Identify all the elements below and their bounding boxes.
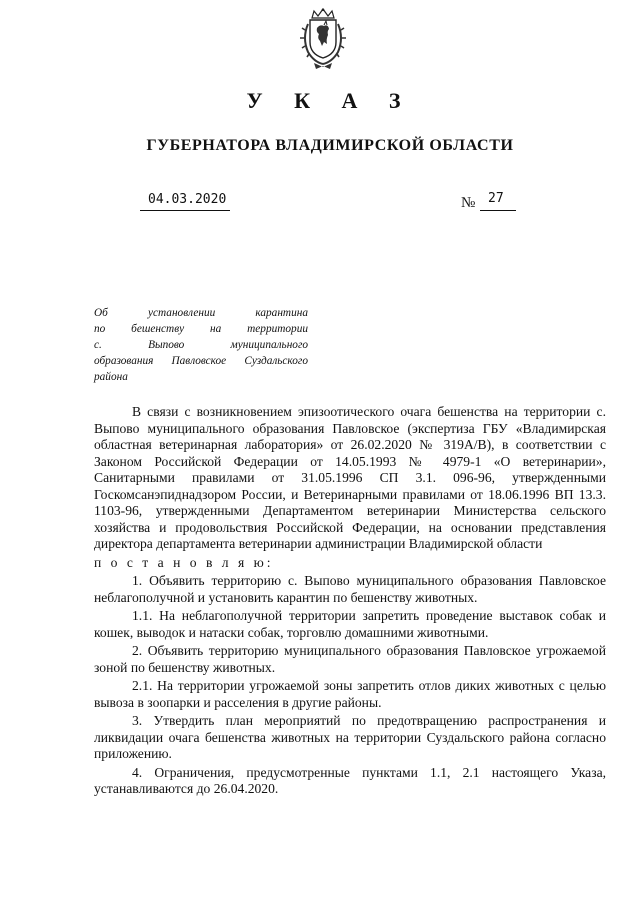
- resolve-line: п о с т а н о в л я ю:: [94, 554, 274, 570]
- decree-item: 2.1. На территории угрожаемой зоны запретить отлов диких животных с целью вывоза в зоопарки и расселения в другие районы.: [94, 678, 606, 710]
- number-underline: [480, 210, 516, 211]
- decree-item: 3. Утвердить план мероприятий по предотвращению распространения и ликвидации очага бешенства животных на территории Суздальского района согласно приложению.: [94, 713, 606, 761]
- document-date: 04.03.2020: [148, 192, 227, 207]
- subject-line: с. Выпово муниципального: [94, 339, 308, 351]
- preamble-paragraph: В связи с возникновением эпизоотического очага бешенства на территории с. Выпово муниципального образования Павловское (экспертиза ГБУ «Владимирская областная ветеринарная лаборатория» от 26.02.2020 № 319А/В), в соответствии с Законом Российской Федерации от 14.05.1993 № 4979-1 «О ветеринарии», Санитарными правилами от 31.05.1996 СП 3.1. 096-96, утвержденными Госкомсанэпиднадзором России, и Ветеринарными правилами от 18.06.1996 ВП 13.3. 1103-96, утвержденными Департаментом ветеринарии Министерства сельского хозяйства и продовольствия Российской Федерации, на основании представления директора департамента ветеринарии администрации Владимирской области: [94, 404, 606, 551]
- document-number: 27: [488, 191, 504, 206]
- date-underline: [140, 210, 230, 211]
- decree-item: 1.1. На неблагополучной территории запретить проведение выставок собак и кошек, выводок и натаски собак, торговлю домашними животными.: [94, 608, 606, 640]
- subject-line: образования Павловское Суздальского: [94, 355, 308, 367]
- subject-line: района: [94, 371, 128, 383]
- coat-of-arms-icon: [300, 8, 346, 70]
- subject-line: по бешенству на территории: [94, 323, 308, 335]
- decree-item: 1. Объявить территорию с. Выпово муниципального образования Павловское неблагополучной и установить карантин по бешенству животных.: [94, 573, 606, 605]
- decree-item: 2. Объявить территорию муниципального образования Павловское угрожаемой зоной по бешенству животных.: [94, 643, 606, 675]
- decree-item: 4. Ограничения, предусмотренные пунктами 1.1, 2.1 настоящего Указа, устанавливаются до 26.04.2020.: [94, 764, 606, 796]
- subject-line: Об установлении карантина: [94, 307, 308, 319]
- issuer-title: ГУБЕРНАТОРА ВЛАДИМИРСКОЙ ОБЛАСТИ: [146, 137, 514, 154]
- subject-block: [94, 305, 308, 385]
- document-title: У К А З: [246, 88, 414, 113]
- decree-body: [94, 404, 606, 800]
- number-label: №: [461, 195, 476, 211]
